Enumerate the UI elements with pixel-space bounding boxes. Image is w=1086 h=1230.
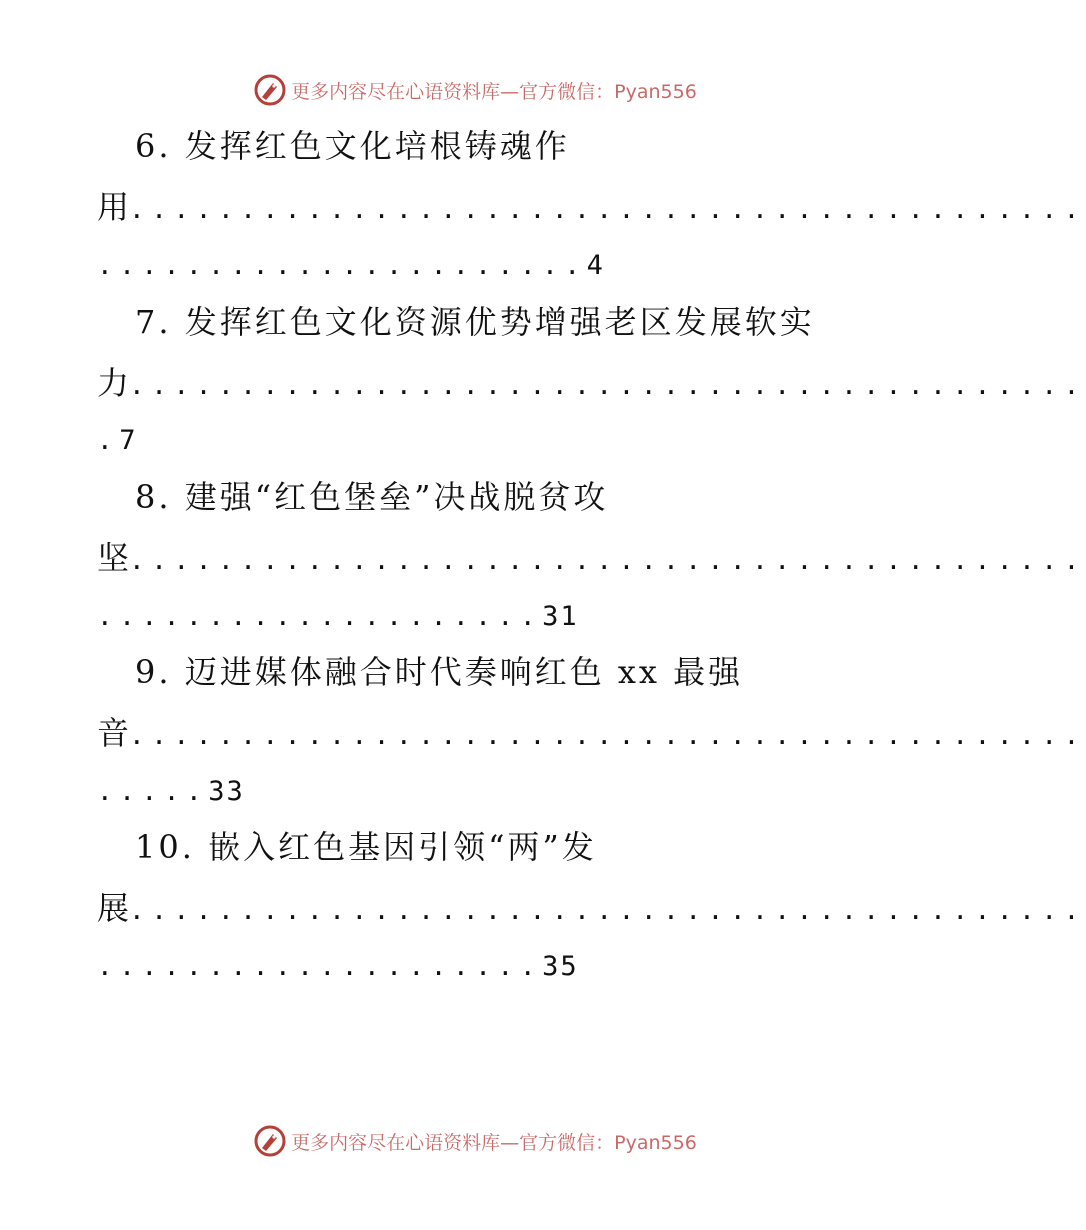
pen-logo-icon bbox=[253, 73, 287, 107]
toc-leader-dots: . bbox=[97, 426, 120, 456]
toc-entry-title[interactable]: 10. 嵌入红色基因引领“两”发 bbox=[135, 828, 597, 866]
toc-entry-lead-char: 用 bbox=[97, 188, 130, 226]
toc-leader-dots: ........................................... bbox=[129, 896, 1086, 926]
toc-leader-dots: ........................................... bbox=[129, 371, 1086, 401]
toc-entry-lead-char: 音 bbox=[97, 714, 130, 752]
toc-entry-title[interactable]: 6. 发挥红色文化培根铸魂作 bbox=[135, 127, 570, 165]
toc-leader-dots: .................... bbox=[97, 602, 543, 632]
watermark-text: 更多内容尽在心语资料库—官方微信：Pyan556 bbox=[291, 80, 697, 103]
toc-entry-page-line bbox=[97, 237, 857, 289]
toc-leader-dots: .................... bbox=[97, 952, 543, 982]
watermark-text: 更多内容尽在心语资料库—官方微信：Pyan556 bbox=[291, 1131, 697, 1154]
toc-leader-dots: ........................................... bbox=[129, 195, 1086, 225]
pen-logo-icon bbox=[253, 1124, 287, 1158]
toc-entry-lead-char: 力 bbox=[97, 364, 130, 402]
toc-entry-leader bbox=[97, 532, 1086, 584]
toc-page-number[interactable]: 31 bbox=[542, 601, 579, 632]
toc-leader-dots: ...................... bbox=[97, 251, 587, 281]
toc-page-number[interactable]: 33 bbox=[208, 776, 245, 807]
toc-page-number[interactable]: 4 bbox=[586, 250, 605, 281]
toc-page-number[interactable]: 7 bbox=[119, 425, 138, 456]
toc-entry-leader bbox=[97, 882, 1086, 934]
toc-entry-page-line bbox=[97, 763, 857, 815]
watermark-footer bbox=[0, 1121, 950, 1161]
toc-leader-dots: ........................................... bbox=[129, 546, 1086, 576]
toc-entry-lead-char: 坚 bbox=[97, 539, 130, 577]
toc-entry-page-line bbox=[97, 588, 857, 640]
toc-entry-leader bbox=[97, 181, 1086, 233]
toc-leader-dots: ........................................... bbox=[129, 721, 1086, 751]
toc-entry-leader bbox=[97, 707, 1086, 759]
toc-entry-lead-char: 展 bbox=[97, 889, 130, 927]
toc-entry-title[interactable]: 7. 发挥红色文化资源优势增强老区发展软实 bbox=[135, 303, 815, 341]
toc-entry-page-line bbox=[97, 412, 857, 464]
toc-leader-dots: ..... bbox=[97, 777, 209, 807]
watermark-header bbox=[0, 70, 950, 110]
toc-page-number[interactable]: 35 bbox=[542, 951, 579, 982]
toc-entry-page-line bbox=[97, 938, 857, 990]
toc-entry-title[interactable]: 9. 迈进媒体融合时代奏响红色 xx 最强 bbox=[135, 653, 744, 691]
toc-entry-leader bbox=[97, 357, 1086, 409]
toc-entry-title[interactable]: 8. 建强“红色堡垒”决战脱贫攻 bbox=[135, 478, 609, 516]
